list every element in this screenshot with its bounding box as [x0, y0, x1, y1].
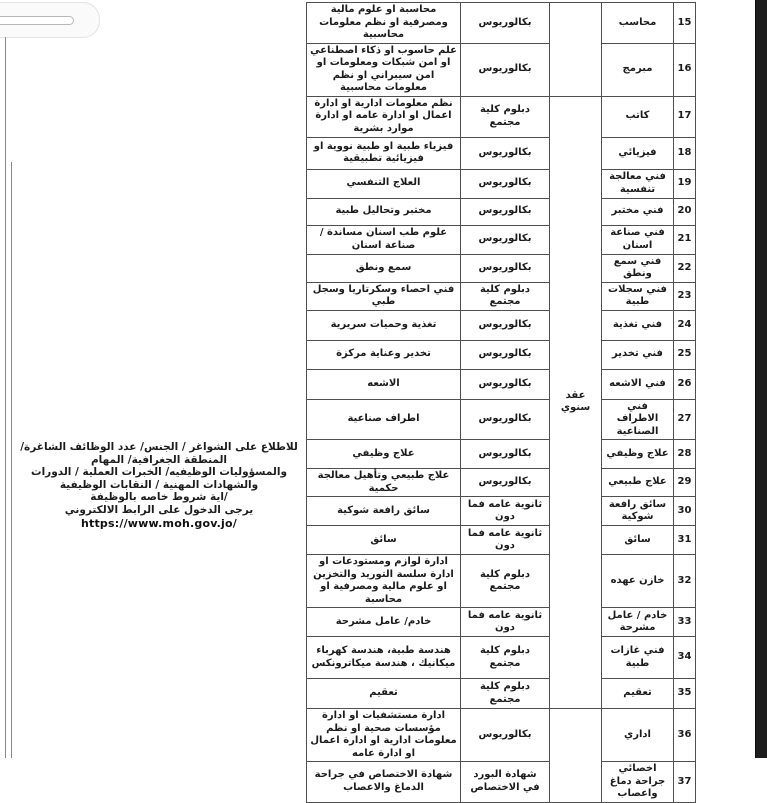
note-line: والمسؤوليات الوظيفيه/ الخبرات العملية / الدورات والشهادات المهنية / النقابات الوظيفية — [31, 466, 287, 491]
cell-specialization: نظم معلومات ادارية او ادارة اعمال او ادارة عامه او ادارة موارد بشرية — [307, 96, 461, 137]
cell-job-title: فني مختبر — [602, 198, 674, 225]
moh-website-link[interactable]: https://www.moh.gov.jo/ — [80, 516, 238, 530]
cell-job-title: مبرمج — [602, 43, 674, 96]
cell-specialization: هندسة طبية، هندسة كهرباء ميكانيك ، هندسة ميكاترونكس — [307, 637, 461, 679]
cell-contract-type — [550, 709, 602, 803]
cell-specialization: تغذية وحميات سريرية — [307, 310, 461, 340]
cell-job-title: فني معالجة تنفسية — [602, 169, 674, 198]
cell-number: 35 — [674, 679, 696, 709]
cell-specialization: فيزياء طبية او طبية نووية او فيزيائية تطبيقية — [307, 137, 461, 169]
cell-degree: دبلوم كلية مجتمع — [461, 282, 550, 310]
cell-specialization: علاج طبيعي وتأهيل معالجة حكمية — [307, 469, 461, 497]
table-row — [307, 254, 696, 282]
cell-number: 27 — [674, 399, 696, 440]
cell-number: 17 — [674, 96, 696, 137]
cell-degree: شهادة البورد في الاختصاص — [461, 762, 550, 803]
table-row — [307, 282, 696, 310]
table-row — [307, 43, 696, 96]
cell-job-title: كاتب — [602, 96, 674, 137]
cell-number: 26 — [674, 369, 696, 399]
cell-number: 19 — [674, 169, 696, 198]
cell-number: 15 — [674, 3, 696, 44]
cell-job-title: فني تغذية — [602, 310, 674, 340]
cell-number: 36 — [674, 709, 696, 762]
cell-number: 16 — [674, 43, 696, 96]
cell-specialization: سمع ونطق — [307, 254, 461, 282]
cell-contract-type — [550, 3, 602, 97]
cell-degree: بكالوريوس — [461, 310, 550, 340]
viewer-dark-edge — [755, 0, 767, 758]
cell-job-title: فني الاشعه — [602, 369, 674, 399]
table-row — [307, 637, 696, 679]
table-row — [307, 137, 696, 169]
cell-job-title: اخصائي جراحة دماغ واعصاب — [602, 762, 674, 803]
cell-specialization: علاج وظيفي — [307, 440, 461, 469]
application-note — [12, 441, 306, 530]
cell-number: 21 — [674, 225, 696, 254]
cell-job-title: فني تخدير — [602, 340, 674, 369]
cell-job-title: فني غازات طبية — [602, 637, 674, 679]
table-row — [307, 608, 696, 637]
table-row — [307, 3, 696, 44]
cell-job-title: سائق — [602, 526, 674, 555]
cell-degree: دبلوم كلية مجتمع — [461, 96, 550, 137]
cell-job-title: تعقيم — [602, 679, 674, 709]
cell-specialization: خادم/ عامل مشرحة — [307, 608, 461, 637]
cell-degree: بكالوريوس — [461, 369, 550, 399]
cell-job-title: اداري — [602, 709, 674, 762]
table-row — [307, 225, 696, 254]
cell-specialization: علوم طب اسنان مساندة / صناعة اسنان — [307, 225, 461, 254]
cell-degree: بكالوريوس — [461, 43, 550, 96]
cell-number: 24 — [674, 310, 696, 340]
cell-degree: بكالوريوس — [461, 709, 550, 762]
cell-job-title: محاسب — [602, 3, 674, 44]
cell-degree: بكالوريوس — [461, 169, 550, 198]
cell-specialization: محاسبة او علوم مالية ومصرفية او نظم معلومات محاسبية — [307, 3, 461, 44]
cell-degree: بكالوريوس — [461, 340, 550, 369]
vacancies-table — [306, 2, 696, 803]
vacancies-table-body — [307, 3, 696, 803]
cell-number: 25 — [674, 340, 696, 369]
cell-specialization: سائق رافعة شوكية — [307, 497, 461, 526]
cell-degree: ثانوية عامه فما دون — [461, 608, 550, 637]
table-row — [307, 555, 696, 608]
cell-job-title: فني صناعة اسنان — [602, 225, 674, 254]
cell-job-title: علاج وظيفي — [602, 440, 674, 469]
cell-specialization: فني احصاء وسكرتاريا وسجل طبي — [307, 282, 461, 310]
page-edge-line — [5, 37, 6, 758]
cell-number: 20 — [674, 198, 696, 225]
table-row — [307, 399, 696, 440]
table-row — [307, 198, 696, 225]
table-row — [307, 762, 696, 803]
floating-scrollbar-thumb[interactable] — [0, 16, 74, 25]
table-row — [307, 497, 696, 526]
cell-number: 22 — [674, 254, 696, 282]
cell-number: 28 — [674, 440, 696, 469]
cell-specialization: اطراف صناعية — [307, 399, 461, 440]
note-line: للاطلاع على الشواغر / الجنس/ عدد الوظائف الشاغرة/ المنطقة الجغرافية/ المهام — [20, 441, 298, 466]
table-row — [307, 96, 696, 137]
cell-number: 29 — [674, 469, 696, 497]
cell-degree: بكالوريوس — [461, 469, 550, 497]
table-row — [307, 709, 696, 762]
table-row — [307, 310, 696, 340]
cell-degree: دبلوم كلية مجتمع — [461, 679, 550, 709]
cell-specialization: الاشعه — [307, 369, 461, 399]
cell-job-title: فني سمع ونطق — [602, 254, 674, 282]
cell-specialization: مختبر وتحاليل طبية — [307, 198, 461, 225]
cell-number: 23 — [674, 282, 696, 310]
cell-degree: ثانوية عامه فما دون — [461, 526, 550, 555]
table-row — [307, 169, 696, 198]
cell-degree: بكالوريوس — [461, 137, 550, 169]
cell-job-title: فيزيائي — [602, 137, 674, 169]
cell-number: 37 — [674, 762, 696, 803]
cell-job-title: خازن عهده — [602, 555, 674, 608]
cell-contract-type: عقد سنوي — [550, 96, 602, 709]
note-line: /اية شروط خاصه بالوظيفة — [90, 491, 228, 504]
cell-specialization: شهادة الاختصاص في جراحة الدماغ والاعصاب — [307, 762, 461, 803]
table-row — [307, 369, 696, 399]
cell-degree: بكالوريوس — [461, 3, 550, 44]
cell-job-title: فني سجلات طبية — [602, 282, 674, 310]
cell-specialization: تخدير وعناية مركزة — [307, 340, 461, 369]
table-row — [307, 526, 696, 555]
table-row — [307, 340, 696, 369]
table-row — [307, 440, 696, 469]
cell-degree: بكالوريوس — [461, 225, 550, 254]
cell-number: 32 — [674, 555, 696, 608]
cell-job-title: خادم / عامل مشرحة — [602, 608, 674, 637]
cell-degree: دبلوم كلية مجتمع — [461, 555, 550, 608]
cell-specialization: سائق — [307, 526, 461, 555]
note-line: يرجى الدخول على الرابط الالكتروني — [64, 503, 254, 516]
cell-degree: دبلوم كلية مجتمع — [461, 637, 550, 679]
table-row — [307, 679, 696, 709]
cell-specialization: ادارة مستشفيات او ادارة مؤسسات صحية او نظم معلومات ادارية او ادارة اعمال او ادارة عامه — [307, 709, 461, 762]
cell-degree: بكالوريوس — [461, 440, 550, 469]
cell-specialization: ادارة لوازم ومستودعات او ادارة سلسة التوريد والتخزين او علوم مالية ومصرفية او محاسبة — [307, 555, 461, 608]
cell-degree: ثانوية عامه فما دون — [461, 497, 550, 526]
cell-specialization: العلاج التنفسي — [307, 169, 461, 198]
table-row — [307, 469, 696, 497]
cell-number: 18 — [674, 137, 696, 169]
cell-number: 34 — [674, 637, 696, 679]
cell-job-title: فني الاطراف الصناعية — [602, 399, 674, 440]
cell-specialization: علم حاسوب او ذكاء اصطناعي او امن شبكات ومعلومات او امن سيبراني او نظم معلومات محاسبية — [307, 43, 461, 96]
cell-number: 31 — [674, 526, 696, 555]
cell-degree: بكالوريوس — [461, 254, 550, 282]
cell-number: 30 — [674, 497, 696, 526]
cell-specialization: تعقيم — [307, 679, 461, 709]
cell-job-title: سائق رافعة شوكية — [602, 497, 674, 526]
cell-job-title: علاج طبيعي — [602, 469, 674, 497]
cell-degree: بكالوريوس — [461, 198, 550, 225]
cell-degree: بكالوريوس — [461, 399, 550, 440]
cell-number: 33 — [674, 608, 696, 637]
